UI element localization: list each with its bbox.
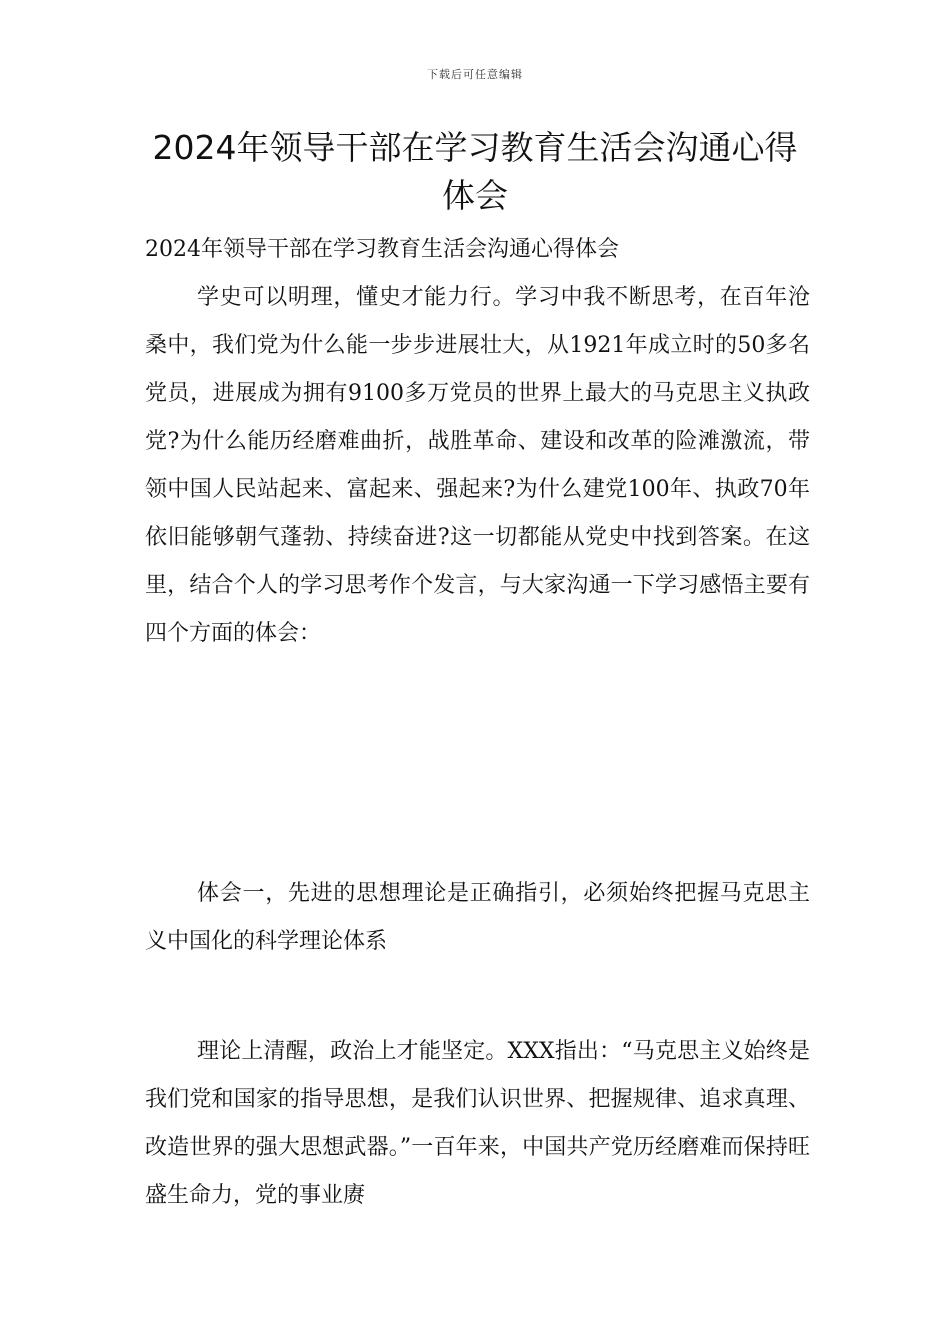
paragraph-body-1: 理论上清醒，政治上才能坚定。XXX指出：“马克思主义始终是我们党和国家的指导思想，是我们认识世界、把握规律、追求真理、改造世界的强大思想武器。”一百年来，中国共产党历经磨难而保持旺盛生命力，党的事业赓 bbox=[145, 1039, 810, 1208]
header-note: 下载后可任意编辑 bbox=[427, 68, 523, 81]
paragraph-heading-1: 体会一，先进的思想理论是正确指引，必须始终把握马克思主义中国化的科学理论体系 bbox=[145, 881, 810, 954]
paragraph-intro: 学史可以明理，懂史才能力行。学习中我不断思考，在百年沧桑中，我们党为什么能一步步进展壮大，从1921年成立时的50多名党员，进展成为拥有9100多万党员的世界上最大的马克思主义执政党?为什么能历经磨难曲折，战胜革命、建设和改革的险滩激流，带领中国人民站起来、富起来、强起来?为什么建党100年、执政70年依旧能够朝气蓬勃、持续奋进?这一切都能从党史中找到答案。在这里，结合个人的学习思考作个发言，与大家沟通一下学习感悟主要有四个方面的体会： bbox=[145, 285, 811, 646]
document-title: 2024年领导干部在学习教育生活会沟通心得体会 bbox=[152, 128, 798, 215]
document-subtitle: 2024年领导干部在学习教育生活会沟通心得体会 bbox=[145, 237, 619, 262]
